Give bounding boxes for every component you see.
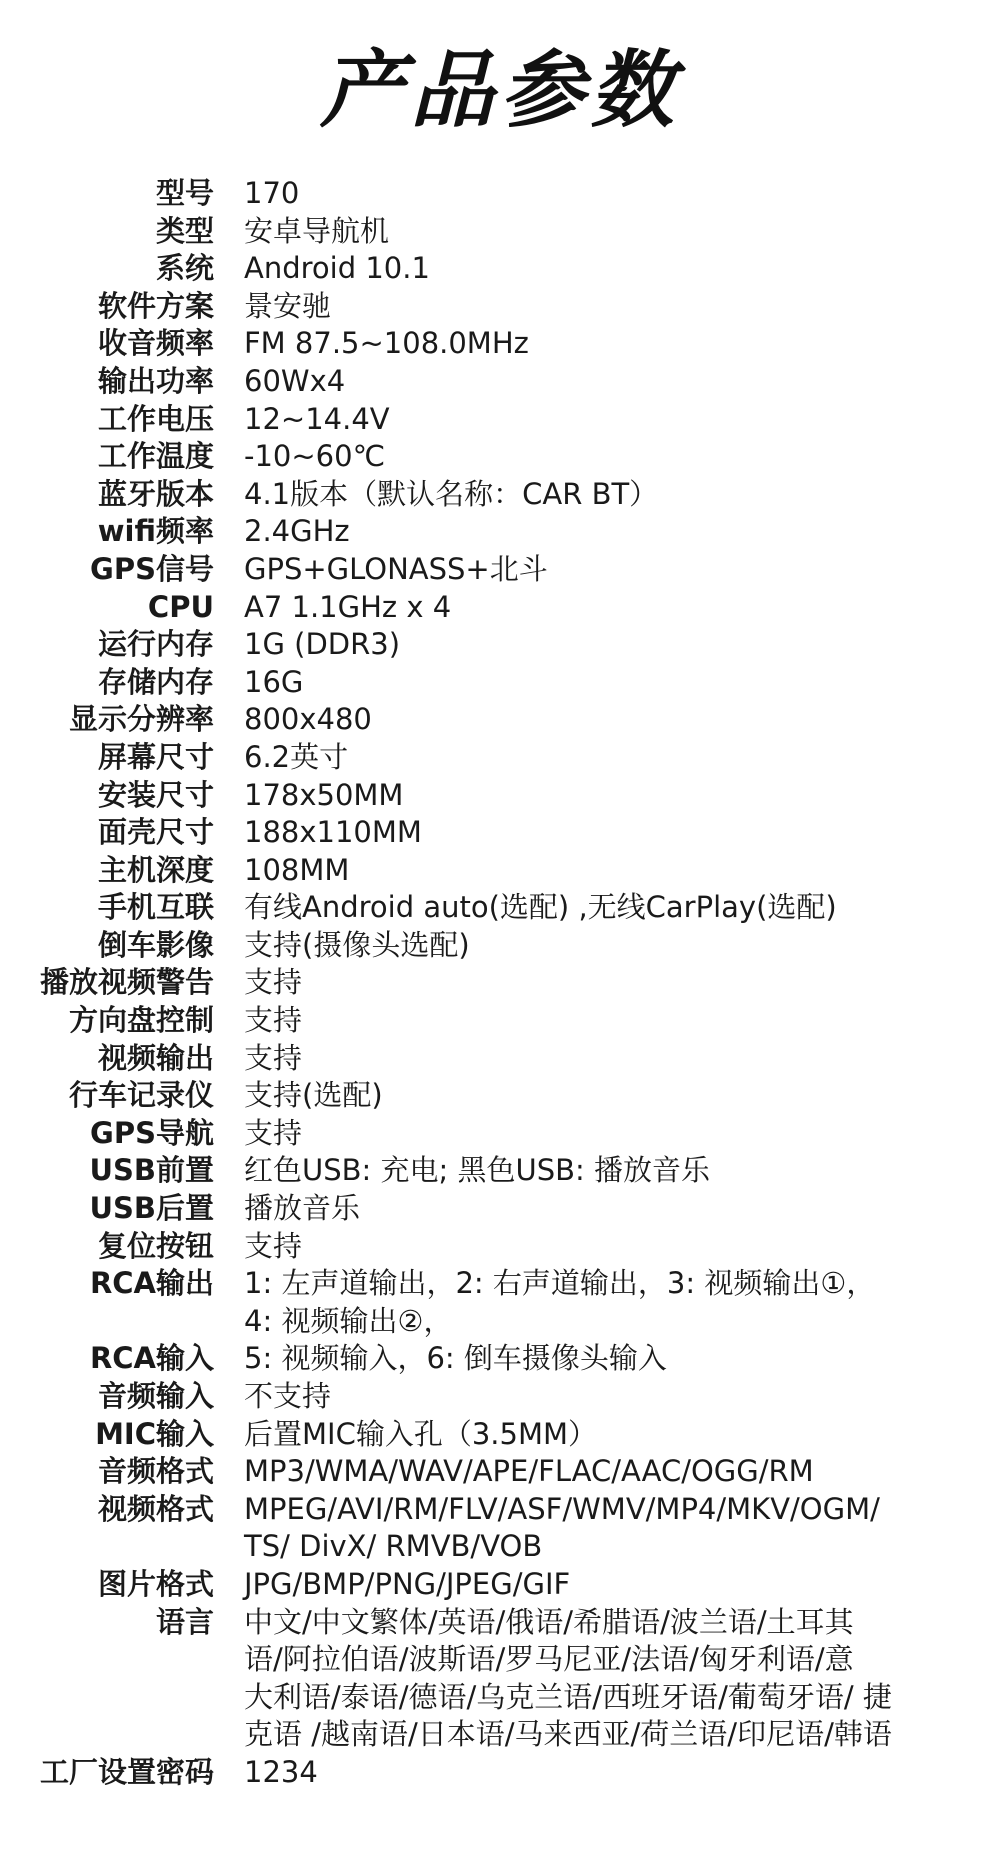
spec-value-line: GPS+GLONASS+北斗 — [244, 551, 548, 586]
spec-value — [244, 1453, 964, 1491]
spec-value — [244, 1491, 964, 1566]
spec-value-line: 108MM — [244, 852, 350, 887]
spec-value — [244, 363, 964, 401]
spec-row — [0, 1152, 1000, 1190]
spec-value-line: 中文/中文繁体/英语/俄语/希腊语/波兰语/土耳其 — [244, 1604, 854, 1639]
spec-value — [244, 1228, 964, 1266]
spec-label: 主机深度 — [97, 852, 214, 887]
spec-row — [0, 250, 1000, 288]
spec-row — [0, 476, 1000, 514]
spec-label: 型号 — [155, 176, 214, 210]
spec-row — [0, 964, 1000, 1002]
spec-value-line: 安卓导航机 — [244, 213, 390, 248]
spec-value-line: 170 — [244, 176, 300, 210]
spec-row — [0, 626, 1000, 664]
spec-label: GPS导航 — [90, 1115, 214, 1150]
spec-value-line: 景安驰 — [244, 288, 332, 323]
spec-row — [0, 175, 1000, 213]
spec-label: 图片格式 — [97, 1566, 214, 1601]
spec-row — [0, 589, 1000, 627]
spec-row — [0, 1491, 1000, 1566]
spec-row — [0, 513, 1000, 551]
spec-value-line: 有线Android auto(选配) ,无线CarPlay(选配) — [244, 890, 837, 925]
spec-value-line: 178x50MM — [244, 777, 404, 812]
spec-label: 工作电压 — [97, 401, 214, 436]
spec-value-line: 800x480 — [244, 702, 372, 737]
spec-value — [244, 476, 964, 514]
spec-value — [244, 1115, 964, 1153]
spec-value — [244, 777, 964, 815]
spec-value — [244, 213, 964, 251]
spec-value — [244, 438, 964, 476]
spec-value-line: 支持(选配) — [244, 1078, 383, 1113]
spec-value-line: 支持 — [244, 1115, 303, 1150]
spec-value-line: 大利语/泰语/德语/乌克兰语/西班牙语/葡萄牙语/ 捷 — [244, 1679, 892, 1714]
spec-row — [0, 664, 1000, 702]
spec-value-line: 支持 — [244, 1040, 303, 1075]
spec-value-line: TS/ DivX/ RMVB/VOB — [244, 1529, 543, 1564]
spec-value — [244, 513, 964, 551]
page-title: 产品参数 — [319, 41, 680, 139]
spec-row — [0, 325, 1000, 363]
spec-label: 复位按钮 — [97, 1228, 214, 1263]
spec-value — [244, 1152, 964, 1190]
spec-value-line: 6.2英寸 — [244, 739, 349, 774]
spec-label: 视频输出 — [97, 1040, 214, 1075]
spec-row — [0, 1002, 1000, 1040]
spec-row — [0, 1340, 1000, 1378]
spec-label: 工作温度 — [97, 439, 214, 474]
spec-value — [244, 1604, 964, 1754]
spec-value — [244, 401, 964, 439]
spec-value — [244, 664, 964, 702]
spec-value — [244, 1566, 964, 1604]
spec-label: 方向盘控制 — [68, 1003, 214, 1038]
spec-row — [0, 1604, 1000, 1754]
spec-value-line: 支持(摄像头选配) — [244, 927, 470, 962]
spec-row — [0, 401, 1000, 439]
spec-label: RCA输入 — [89, 1341, 214, 1376]
spec-row — [0, 1265, 1000, 1340]
spec-label: GPS信号 — [90, 551, 214, 586]
spec-value — [244, 814, 964, 852]
spec-value-line: 红色USB: 充电; 黑色USB: 播放音乐 — [244, 1153, 711, 1188]
spec-value — [244, 1190, 964, 1228]
spec-label: USB前置 — [89, 1153, 214, 1188]
spec-value — [244, 852, 964, 890]
spec-label: 输出功率 — [97, 363, 214, 398]
spec-value — [244, 701, 964, 739]
spec-row — [0, 1754, 1000, 1792]
spec-value-line: 4: 视频输出②， — [244, 1303, 453, 1338]
spec-value-line: 1: 左声道输出，2: 右声道输出，3: 视频输出①， — [244, 1266, 876, 1301]
spec-value — [244, 1040, 964, 1078]
spec-value-line: 4.1版本（默认名称：CAR BT） — [244, 476, 659, 511]
spec-label: 安装尺寸 — [97, 777, 214, 812]
spec-row — [0, 1228, 1000, 1266]
spec-label: 行车记录仪 — [68, 1078, 214, 1113]
spec-row — [0, 852, 1000, 890]
spec-value — [244, 964, 964, 1002]
spec-value-line: FM 87.5~108.0MHz — [244, 326, 529, 361]
spec-value-line: 支持 — [244, 1003, 303, 1038]
spec-value — [244, 1378, 964, 1416]
spec-row — [0, 927, 1000, 965]
spec-row — [0, 1077, 1000, 1115]
spec-row — [0, 889, 1000, 927]
spec-value-line: MP3/WMA/WAV/APE/FLAC/AAC/OGG/RM — [244, 1454, 814, 1489]
spec-label: RCA输出 — [89, 1266, 214, 1301]
spec-value — [244, 1077, 964, 1115]
spec-label: wifi频率 — [97, 514, 214, 549]
spec-value-line: 后置MIC输入孔（3.5MM） — [244, 1416, 597, 1451]
spec-value-line: JPG/BMP/PNG/JPEG/GIF — [244, 1566, 571, 1601]
spec-value — [244, 1416, 964, 1454]
spec-row — [0, 777, 1000, 815]
spec-label: MIC输入 — [95, 1416, 214, 1451]
spec-value — [244, 551, 964, 589]
spec-value-line: 60Wx4 — [244, 363, 346, 398]
spec-value — [244, 589, 964, 627]
spec-value — [244, 1265, 964, 1340]
spec-value-line: 1234 — [244, 1754, 318, 1789]
spec-label: 播放视频警告 — [39, 965, 214, 1000]
spec-row — [0, 1115, 1000, 1153]
spec-value-line: 克语 /越南语/日本语/马来西亚/荷兰语/印尼语/韩语 — [244, 1717, 892, 1752]
spec-label: 类型 — [155, 213, 214, 248]
spec-label: 音频格式 — [97, 1454, 214, 1489]
spec-label: 存储内存 — [97, 664, 214, 699]
spec-label: 音频输入 — [97, 1379, 214, 1413]
spec-row — [0, 213, 1000, 251]
spec-value — [244, 1754, 964, 1792]
spec-value — [244, 250, 964, 288]
spec-label: 蓝牙版本 — [97, 476, 214, 511]
spec-row — [0, 739, 1000, 777]
spec-label: 运行内存 — [97, 627, 214, 662]
spec-value-line: 12~14.4V — [244, 401, 390, 436]
spec-value — [244, 739, 964, 777]
spec-row — [0, 363, 1000, 401]
spec-label: CPU — [147, 589, 214, 624]
spec-row — [0, 1453, 1000, 1491]
spec-value-line: -10~60℃ — [244, 439, 386, 474]
spec-label: 视频格式 — [97, 1491, 214, 1526]
spec-value-line: 支持 — [244, 965, 303, 1000]
spec-value — [244, 1340, 964, 1378]
spec-value-line: 语/阿拉伯语/波斯语/罗马尼亚/法语/匈牙利语/意 — [244, 1642, 854, 1677]
spec-label: 系统 — [155, 251, 214, 286]
spec-value-line: 播放音乐 — [244, 1191, 361, 1226]
spec-label: 工厂设置密码 — [39, 1754, 214, 1789]
spec-label: USB后置 — [89, 1191, 214, 1226]
spec-value — [244, 889, 964, 927]
spec-value-line: 16G — [244, 664, 304, 699]
spec-row — [0, 814, 1000, 852]
spec-label: 语言 — [155, 1604, 214, 1639]
spec-value — [244, 1002, 964, 1040]
spec-value-line: MPEG/AVI/RM/FLV/ASF/WMV/MP4/MKV/OGM/ — [244, 1491, 880, 1526]
spec-row — [0, 1378, 1000, 1416]
spec-row — [0, 438, 1000, 476]
spec-value-line: 188x110MM — [244, 815, 422, 850]
spec-table — [0, 175, 1000, 1792]
spec-value-line: A7 1.1GHz x 4 — [244, 589, 452, 624]
spec-value — [244, 288, 964, 326]
spec-value-line: Android 10.1 — [244, 251, 430, 286]
spec-value-line: 支持 — [244, 1228, 303, 1263]
spec-label: 面壳尺寸 — [97, 815, 214, 850]
spec-label: 软件方案 — [97, 288, 214, 323]
spec-row — [0, 1040, 1000, 1078]
spec-value-line: 5: 视频输入，6: 倒车摄像头输入 — [244, 1341, 667, 1376]
spec-value — [244, 927, 964, 965]
spec-label: 手机互联 — [97, 890, 214, 925]
spec-row — [0, 1416, 1000, 1454]
spec-row — [0, 1190, 1000, 1228]
spec-row — [0, 288, 1000, 326]
spec-label: 收音频率 — [97, 326, 214, 361]
spec-row — [0, 551, 1000, 589]
spec-value — [244, 175, 964, 213]
spec-label: 倒车影像 — [97, 927, 214, 962]
spec-label: 显示分辨率 — [68, 702, 214, 737]
spec-row — [0, 701, 1000, 739]
spec-value — [244, 325, 964, 363]
spec-value-line: 1G (DDR3) — [244, 627, 401, 662]
spec-value — [244, 626, 964, 664]
spec-value-line: 不支持 — [244, 1379, 332, 1413]
spec-label: 屏幕尺寸 — [97, 739, 214, 774]
spec-row — [0, 1566, 1000, 1604]
spec-value-line: 2.4GHz — [244, 514, 350, 549]
